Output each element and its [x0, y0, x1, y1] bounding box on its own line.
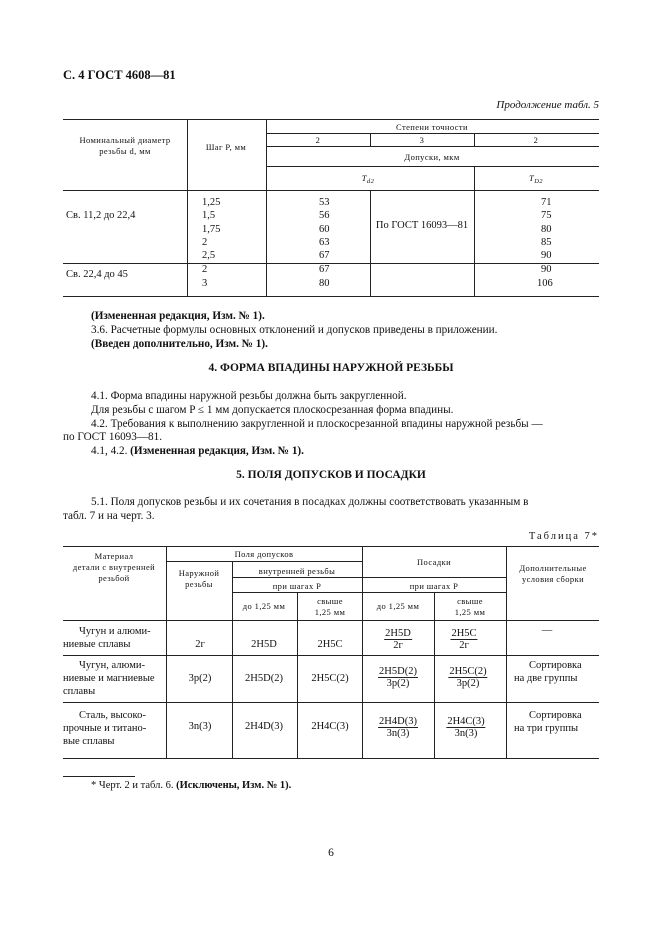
- note-introduced: (Введен дополнительно, Изм. № 1).: [91, 338, 268, 350]
- clause-4-2-cont: по ГОСТ 16093—81.: [63, 431, 163, 443]
- material-row-1-l2: ниевые сплавы: [63, 639, 131, 650]
- col-TD2: $T_{D2}$: [529, 173, 543, 185]
- fit-a-row-2: $\frac{2H5D(2)}{3p(2)}$: [379, 666, 417, 689]
- clause-4-1-cont: Для резьбы с шагом P ≤ 1 мм допускается плоскосрезанная форма впадины.: [91, 404, 454, 416]
- TD2-value: 106: [537, 278, 553, 289]
- td2-value: 56: [319, 210, 330, 221]
- clause-4-1: 4.1. Форма впадины наружной резьбы должна быть закругленной.: [91, 390, 407, 402]
- h-over-1-l1: свыше: [317, 596, 343, 606]
- td2-value: 67: [319, 250, 330, 261]
- reference-gost-16093: По ГОСТ 16093—81: [375, 220, 469, 231]
- h-over-2-l2: 1,25 мм: [454, 607, 486, 617]
- material-row-3-l2: прочные и титано-: [63, 723, 147, 734]
- step-value: 2: [202, 264, 208, 275]
- h-extra-l1: Дополнительные: [519, 563, 587, 573]
- extra-row-3-l1: Сортировка: [529, 710, 582, 721]
- step-value: 3: [202, 278, 208, 289]
- h-material-l2: детали с внутренней: [72, 562, 156, 572]
- h-inner-thread: внутренней резьбы: [258, 566, 336, 576]
- clause-5-1-cont: табл. 7 и на черт. 3.: [63, 510, 155, 522]
- step-value: 2,5: [202, 250, 216, 261]
- TD2-value: 75: [541, 210, 552, 221]
- note-4-1-4-2: 4.1, 4.2. (Измененная редакция, Изм. № 1).: [91, 445, 304, 457]
- footnote-rule: [63, 776, 135, 777]
- page-header: С. 4 ГОСТ 4608—81: [63, 68, 176, 82]
- h-over-2-l1: свыше: [457, 596, 483, 606]
- col-nominal-diameter-l1: Номинальный диаметр: [79, 135, 171, 145]
- h-upto-2: до 1,25 мм: [376, 601, 420, 611]
- outer-row-3: 3n(3): [188, 721, 212, 732]
- extra-row-1: —: [541, 625, 553, 636]
- col-accuracy-degrees: Степени точности: [396, 122, 468, 132]
- range-row-1: Св. 11,2 до 22,4: [66, 210, 136, 221]
- TD2-value: 85: [541, 237, 552, 248]
- table-continuation-label: Продолжение табл. 5: [496, 99, 599, 111]
- TD2-value: 90: [541, 250, 552, 261]
- inner-a-row-2: 2H5D(2): [245, 673, 283, 684]
- TD2-value: 80: [541, 224, 552, 235]
- h-over-1-l2: 1,25 мм: [314, 607, 346, 617]
- inner-b-row-1: 2H5C: [317, 639, 343, 650]
- outer-row-2: 3p(2): [188, 673, 212, 684]
- inner-b-row-2: 2H5C(2): [311, 673, 349, 684]
- h-extra-l2: условия сборки: [521, 574, 585, 584]
- degree-col-2: 3: [419, 135, 425, 145]
- col-td2: $T_{d2}$: [361, 173, 375, 185]
- material-row-2-l3: сплавы: [63, 686, 96, 697]
- td2-value: 63: [319, 237, 330, 248]
- fit-a-row-3: $\frac{2H4D(3)}{3n(3)}$: [379, 716, 417, 739]
- td2-value: 67: [319, 264, 330, 275]
- h-outer-thread-l2: резьбы: [185, 579, 213, 589]
- section-4-title: 4. ФОРМА ВПАДИНЫ НАРУЖНОЙ РЕЗЬБЫ: [208, 362, 454, 374]
- fit-b-row-1: $\frac{2H5C}{2г}$: [451, 628, 477, 651]
- h-material-l1: Материал: [94, 551, 134, 561]
- step-value: 2: [202, 237, 208, 248]
- extra-row-2-l2: на две группы: [514, 673, 578, 684]
- extra-row-2-l1: Сортировка: [529, 660, 582, 671]
- h-at-steps-2: при шагах P: [409, 581, 459, 591]
- h-at-steps-1: при шагах P: [272, 581, 322, 591]
- clause-5-1: 5.1. Поля допусков резьбы и их сочетания в посадках должны соответствовать указанным в: [91, 496, 529, 508]
- fit-b-row-3: $\frac{2H4C(3)}{3n(3)}$: [447, 716, 485, 739]
- material-row-3-l1: Сталь, высоко-: [79, 710, 146, 721]
- material-row-3-l3: вые сплавы: [63, 736, 115, 747]
- h-material-l3: резьбой: [98, 573, 130, 583]
- h-outer-thread-l1: Наружной: [178, 568, 220, 578]
- col-nominal-diameter-l2: резьбы d, мм: [99, 146, 151, 156]
- inner-a-row-1: 2H5D: [251, 639, 277, 650]
- degree-col-3: 2: [533, 135, 539, 145]
- inner-a-row-3: 2H4D(3): [245, 721, 283, 732]
- range-row-2: Св. 22,4 до 45: [66, 269, 128, 280]
- col-tolerances: Допуски, мкм: [404, 152, 460, 162]
- table-7-label: Таблица 7*: [528, 531, 599, 542]
- outer-row-1: 2г: [195, 639, 205, 650]
- note-amended: (Измененная редакция, Изм. № 1).: [91, 310, 265, 322]
- step-value: 1,5: [202, 210, 216, 221]
- material-row-2-l2: ниевые и магниевые: [63, 673, 155, 684]
- col-step: Шаг P, мм: [205, 142, 247, 152]
- degree-col-1: 2: [315, 135, 321, 145]
- TD2-value: 90: [541, 264, 552, 275]
- fit-a-row-1: $\frac{2H5D}{2г}$: [385, 628, 411, 651]
- clause-4-2: 4.2. Требования к выполнению закругленной и плоскосрезанной впадины наружной резьбы —: [91, 418, 543, 430]
- section-5-title: 5. ПОЛЯ ДОПУСКОВ И ПОСАДКИ: [236, 469, 426, 481]
- td2-value: 53: [319, 197, 330, 208]
- inner-b-row-3: 2H4C(3): [311, 721, 349, 732]
- clause-3-6: 3.6. Расчетные формулы основных отклонений и допусков приведены в приложении.: [91, 324, 498, 336]
- h-upto-1: до 1,25 мм: [242, 601, 286, 611]
- extra-row-3-l2: на три группы: [514, 723, 579, 734]
- footnote: * Черт. 2 и табл. 6. (Исключены, Изм. № 1).: [91, 780, 292, 791]
- TD2-value: 71: [541, 197, 552, 208]
- material-row-1-l1: Чугун и алюми-: [79, 626, 151, 637]
- td2-value: 80: [319, 278, 330, 289]
- fit-b-row-2: $\frac{2H5C(2)}{3p(2)}$: [449, 666, 487, 689]
- h-fits: Посадки: [416, 557, 452, 567]
- step-value: 1,75: [202, 224, 221, 235]
- td2-value: 60: [319, 224, 330, 235]
- page-number: 6: [328, 847, 334, 859]
- step-value: 1,25: [202, 197, 221, 208]
- h-tolerance-fields: Поля допусков: [234, 549, 294, 559]
- material-row-2-l1: Чугун, алюми-: [79, 660, 145, 671]
